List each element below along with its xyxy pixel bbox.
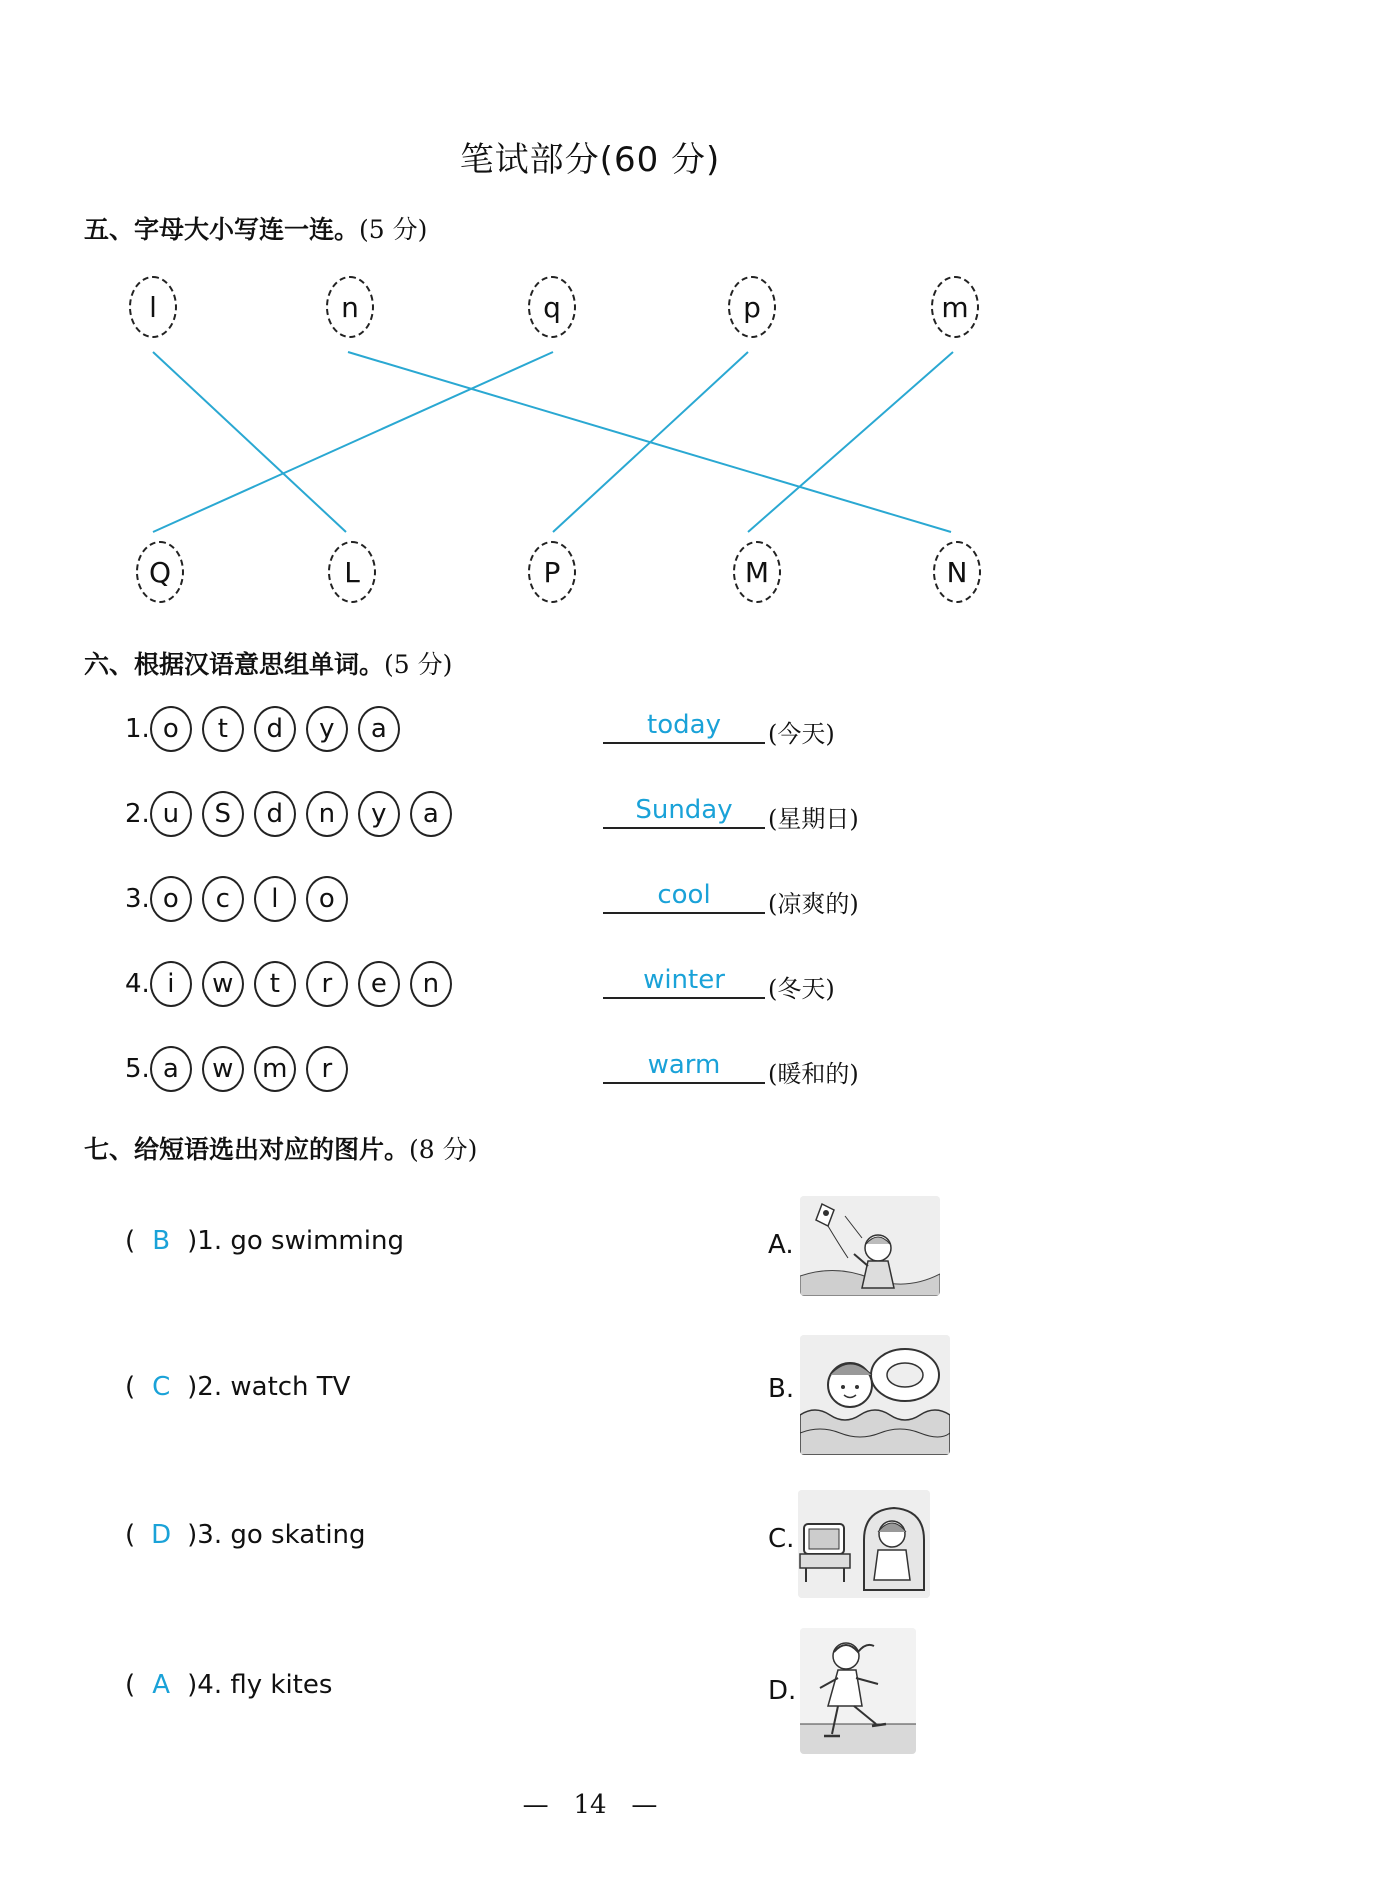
letter-bubble: t xyxy=(254,961,296,1007)
letter-bubble: c xyxy=(202,876,244,922)
option-label-A: A. xyxy=(768,1230,794,1260)
hint-2: (星期日) xyxy=(768,805,859,833)
item-number: 1. xyxy=(125,714,150,744)
line-p-P xyxy=(553,352,748,532)
letter-bubble: d xyxy=(254,706,296,752)
section6-heading xyxy=(84,645,452,681)
phrase-row-2: ( C )2. watch TV xyxy=(125,1372,351,1402)
section7-points: (8 分) xyxy=(409,1135,478,1164)
phrase-answer-2[interactable]: C xyxy=(152,1372,171,1402)
page-number: 14 xyxy=(573,1790,607,1820)
option-label-D: D. xyxy=(768,1676,797,1706)
uppercase-letter-M: M xyxy=(733,541,781,603)
item-number: 4. xyxy=(125,969,150,999)
letter-bubble: o xyxy=(306,876,348,922)
word-item-3 xyxy=(125,876,358,922)
letter-bubble: u xyxy=(150,791,192,837)
phrase-answer-1[interactable]: B xyxy=(152,1226,171,1256)
letter-bubble: n xyxy=(306,791,348,837)
answer-field-4[interactable]: winter xyxy=(603,965,765,999)
section6-points: (5 分) xyxy=(384,650,453,679)
section5-points: (5 分) xyxy=(359,215,428,244)
letter-bubble: r xyxy=(306,1046,348,1092)
picture-go-skating xyxy=(800,1628,916,1754)
letter-bubble: d xyxy=(254,791,296,837)
word-item-2 xyxy=(125,791,462,837)
answer-field-5[interactable]: warm xyxy=(603,1050,765,1084)
lowercase-letter-m: m xyxy=(931,276,979,338)
uppercase-letter-P: P xyxy=(528,541,576,603)
letter-bubble: a xyxy=(150,1046,192,1092)
hint-5: (暖和的) xyxy=(768,1060,859,1088)
phrase-text-1: )1. go swimming xyxy=(187,1226,404,1256)
letter-bubble: w xyxy=(202,1046,244,1092)
letter-bubble: a xyxy=(358,706,400,752)
phrase-text-2: )2. watch TV xyxy=(187,1372,351,1402)
option-label-C: C. xyxy=(768,1524,795,1554)
letter-bubble: m xyxy=(254,1046,296,1092)
letter-bubble: n xyxy=(410,961,452,1007)
letter-bubble: a xyxy=(410,791,452,837)
footer-dash-right: — xyxy=(631,1790,658,1820)
hint-1: (今天) xyxy=(768,720,835,748)
picture-go-swimming xyxy=(800,1335,950,1455)
picture-watch-tv xyxy=(798,1490,930,1598)
phrase-row-3: ( D )3. go skating xyxy=(125,1520,366,1550)
letter-bubble: e xyxy=(358,961,400,1007)
uppercase-letter-N: N xyxy=(933,541,981,603)
letter-bubble: y xyxy=(358,791,400,837)
page-footer xyxy=(0,1790,1180,1820)
letter-bubble: y xyxy=(306,706,348,752)
phrase-answer-4[interactable]: A xyxy=(152,1670,171,1700)
lowercase-letter-n: n xyxy=(326,276,374,338)
letter-bubble: o xyxy=(150,876,192,922)
lowercase-letter-q: q xyxy=(528,276,576,338)
word-item-1 xyxy=(125,706,410,752)
phrase-row-1: ( B )1. go swimming xyxy=(125,1226,404,1256)
phrase-text-3: )3. go skating xyxy=(187,1520,366,1550)
answer-field-3[interactable]: cool xyxy=(603,880,765,914)
word-item-5 xyxy=(125,1046,358,1092)
line-l-L xyxy=(153,352,346,532)
option-label-B: B. xyxy=(768,1374,795,1404)
phrase-text-4: )4. fly kites xyxy=(187,1670,333,1700)
item-number: 5. xyxy=(125,1054,150,1084)
letter-bubble: l xyxy=(254,876,296,922)
letter-bubble: o xyxy=(150,706,192,752)
hint-4: (冬天) xyxy=(768,975,835,1003)
uppercase-letter-L: L xyxy=(328,541,376,603)
letter-bubble: r xyxy=(306,961,348,1007)
phrase-row-4: ( A )4. fly kites xyxy=(125,1670,333,1700)
section7-heading xyxy=(84,1130,477,1166)
letter-bubble: t xyxy=(202,706,244,752)
item-number: 3. xyxy=(125,884,150,914)
page-title: 笔试部分(60 分) xyxy=(459,140,721,180)
answer-field-1[interactable]: today xyxy=(603,710,765,744)
section5-heading-text: 五、字母大小写连一连。 xyxy=(84,215,360,244)
word-item-4 xyxy=(125,961,462,1007)
section7-heading-text: 七、给短语选出对应的图片。 xyxy=(84,1135,410,1164)
connection-lines xyxy=(0,0,1180,640)
letter-bubble: S xyxy=(202,791,244,837)
footer-dash-left: — xyxy=(522,1790,549,1820)
hint-3: (凉爽的) xyxy=(768,890,859,918)
section6-heading-text: 六、根据汉语意思组单词。 xyxy=(84,650,385,679)
letter-bubble: w xyxy=(202,961,244,1007)
phrase-answer-3[interactable]: D xyxy=(151,1520,172,1550)
line-m-M xyxy=(748,352,953,532)
item-number: 2. xyxy=(125,799,150,829)
lowercase-letter-p: p xyxy=(728,276,776,338)
picture-fly-kites xyxy=(800,1196,940,1296)
line-q-Q xyxy=(153,352,553,532)
answer-field-2[interactable]: Sunday xyxy=(603,795,765,829)
lowercase-letter-l: l xyxy=(129,276,177,338)
uppercase-letter-Q: Q xyxy=(136,541,184,603)
letter-bubble: i xyxy=(150,961,192,1007)
